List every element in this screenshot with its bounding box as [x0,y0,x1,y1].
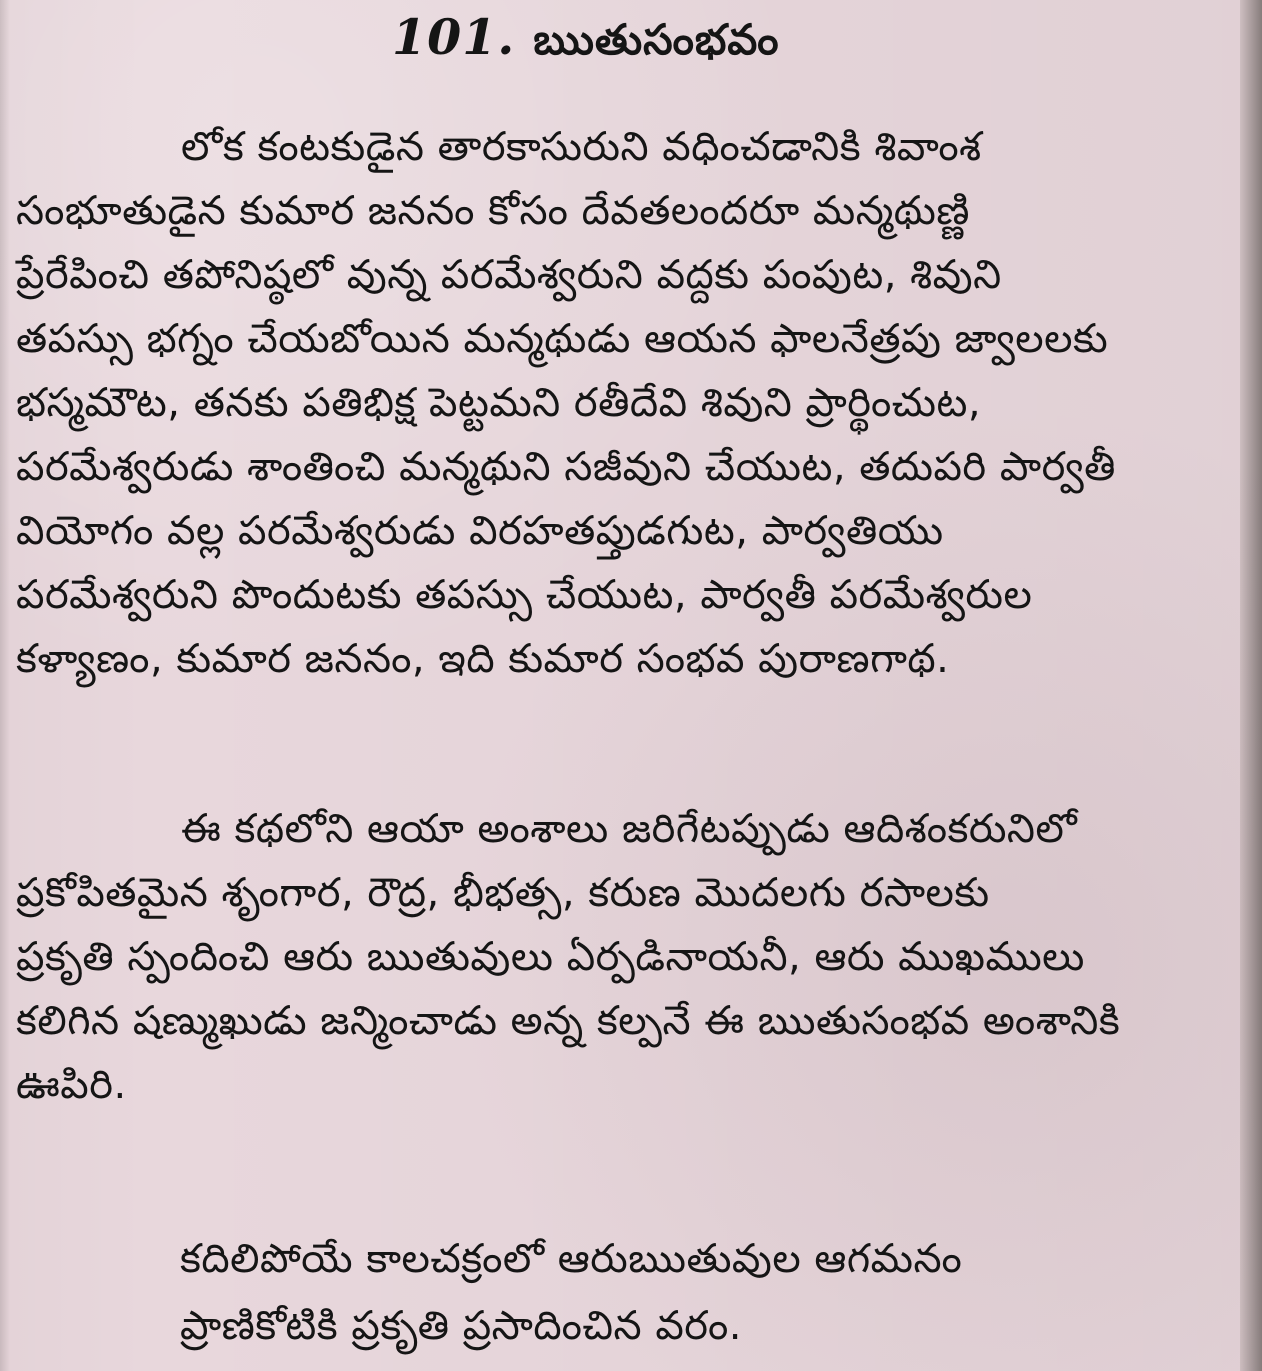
paragraph-1-line-7: వియోగం వల్ల పరమేశ్వరుడు విరహతప్తుడగుట, పార్వతియు [16,508,944,554]
paragraph-1-line-2: సంభూతుడైన కుమార జననం కోసం దేవతలందరూ మన్మథుణ్ణి [16,188,970,234]
paragraph-1-line-8: పరమేశ్వరుని పొందుటకు తపస్సు చేయుట, పార్వతీ పరమేశ్వరుల [16,572,1033,618]
chapter-title: ఋతుసంభవం [533,15,780,64]
paragraph-1-line-6: పరమేశ్వరుడు శాంతించి మన్మథుని సజీవుని చేయుట, తదుపరి పార్వతీ [16,444,1116,490]
paragraph-2-line-3: ప్రకృతి స్పందించి ఆరు ఋతువులు ఏర్పడినాయనీ, ఆరు ముఖములు [16,934,1085,980]
chapter-heading [392,8,1092,78]
paragraph-1-line-3: ప్రేరేపించి తపోనిష్ఠలో వున్న పరమేశ్వరుని వద్దకు పంపుట, శివుని [16,252,1002,298]
paragraph-1-line-9: కళ్యాణం, కుమార జననం, ఇది కుమార సంభవ పురాణగాథ. [16,636,950,682]
chapter-number: 101. [392,8,516,66]
paragraph-2-line-4: కలిగిన షణ్ముఖుడు జన్మించాడు అన్న కల్పనే ఈ ఋతుసంభవ అంశానికి [16,998,1121,1044]
paragraph-2-line-5: ఊపిరి. [16,1062,127,1108]
paragraph-2-line-1: ఈ కథలోని ఆయా అంశాలు జరిగేటప్పుడు ఆదిశంకరునిలో [181,806,1078,852]
paragraph-2 [16,797,1228,1117]
paragraph-1-line-1: లోక కంటకుడైన తారకాసురుని వధించడానికి శివాంశ [181,124,982,170]
paragraph-2-line-2: ప్రకోపితమైన శృంగార, రౌద్ర, భీభత్స, కరుణ మొదలగు రసాలకు [16,870,990,916]
verse-line-2: ప్రాణికోటికి ప్రకృతి ప్రసాదించిన వరం. [180,1303,742,1349]
paragraph-1 [16,115,1228,691]
closing-verse [180,1226,962,1360]
paragraph-1-line-5: భస్మమౌట, తనకు పతిభిక్ష పెట్టమని రతీదేవి శివుని ప్రార్థించుట, [16,380,982,426]
paragraph-1-line-4: తపస్సు భగ్నం చేయబోయిన మన్మథుడు ఆయన ఫాలనేత్రపు జ్వాలలకు [16,316,1109,362]
page-right-edge [1240,0,1262,1371]
verse-line-1: కదిలిపోయే కాలచక్రంలో ఆరుఋతువుల ఆగమనం [180,1236,963,1282]
